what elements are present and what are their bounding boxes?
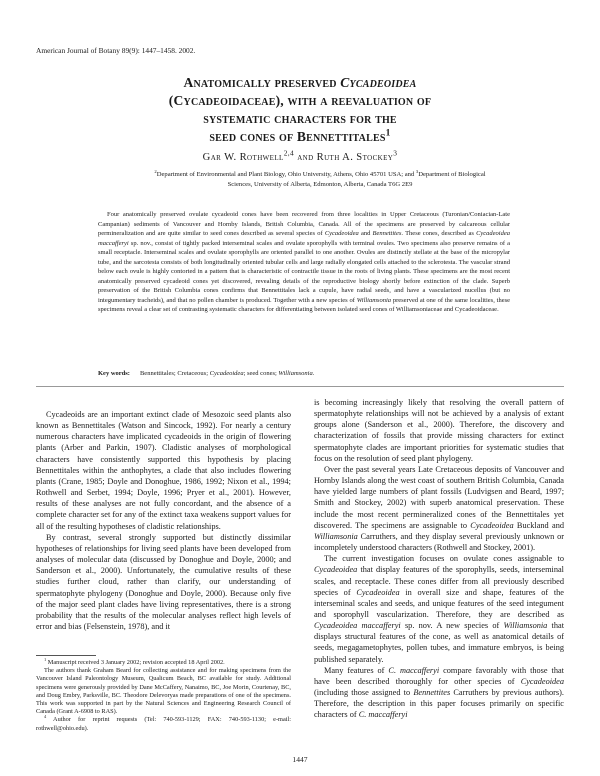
body-column-right	[314, 397, 564, 721]
body-paragraph: Cycadeoids are an important extinct clade of Mesozoic seed plants also known as Bennettitales (Watson and Sincock, 1992). For nearly a century numerous characters have implicated cycadeoids in the origin of flowering plants (Arber and Parkin, 1907). Cladistic analyses of morphological characters have consistently supported this hypothesis by placing Bennettitales within the anthophytes, a clade that also includes flowering plants (Crane, 1985; Doyle and Donoghue, 1986, 1992; Nixon et al., 1994; Rothwell and Serbet, 1994; Doyle, 1996; Pryer et al., 2001). However, results of these analyses are not fully concordant, and the absence of a complete character set for any of the extinct taxa weakens support values for all of the resulting hypotheses of cladistic relationships.	[36, 410, 291, 531]
footnote: $^4$ Author for reprint requests (Tel: 740-593-1129; FAX: 740-593-1130; e-mail: rothwell@ohio.edu).	[36, 714, 291, 732]
journal-citation: American Journal of Botany 89(9): 1447–1458. 2002.	[36, 46, 196, 55]
keywords: Key words: Bennettitales; Cretaceous; Cycadeoidea; seed cones; Williamsonia.	[98, 370, 315, 377]
footnotes	[36, 656, 291, 733]
body-paragraph: is becoming increasingly likely that resolving the overall pattern of spermatophyte relationships will not be achieved by a analysis of extant groups alone (Sanderson et al., 2000). Therefore, the discovery and characterization of fossils that provide missing characters for extinct spermatophyte clades are important priorities for systematic studies that focus on the resolution of seed plant phylogeny.	[314, 398, 564, 463]
page-number: 1447	[292, 755, 308, 764]
affiliations: $^2$Department of Environmental and Plant Biology, Ohio University, Athens, Ohio 45701 USA; and $^3$Department of Biological Sciences, University of Alberta, Edmonton, Alberta, Canada T6G 2E9	[154, 168, 486, 188]
author-list: Gar W. Rothwell$^{2,4}$ and Ruth A. Stockey$^3$	[202, 148, 398, 163]
author-2: Ruth A. Stockey	[316, 152, 394, 163]
title-line-1: Anatomically preserved Cycadeoidea	[183, 75, 417, 90]
body-paragraph: The current investigation focuses on ovulate cones assignable to Cycadeoidea that display features of the sporophylls, seeds, interseminal scales, and receptacle. These cones differ from all previously described species of Cycadeoidea in overall size and shape, features of the interseminal scales and seeds, and unique features of the seed integument and sporophyll vascularization. Therefore, they are described as Cycadeoidea maccafferyi sp. nov. A new species of Williamsonia that displays structural features of the cone, as well as anatomical details of seeds, megagametophytes, pollen tubes, and immature embryos, is being published separately.	[314, 554, 564, 664]
keywords-label: Key words:	[98, 370, 130, 377]
body-paragraph: Many features of C. maccafferyi compare favorably with those that have been described thoroughly for other species of Cycadeoidea (including those assigned to Bennettites Carruthers by previous authors). Therefore, the description in this paper focuses primarily on specific characters of C. maccafferyi	[314, 665, 564, 720]
title-line-2: (Cycadeoidaceae), with a reevaluation of	[168, 93, 432, 108]
abstract: Four anatomically preserved ovulate cycadeoid cones have been recovered from three localities in Upper Cretaceous (Turonian/Coniacian-Late Campanian) sediments of Vancouver and Hornby Islands, British Columbia, Canada. All of the specimens are preserved by calcareous cellular permineralization and are quite similar to seed cones described as several species of Cycadeoidea and Bennettites. These cones, described as Cycadeoidea maccafferyi sp. nov., consist of tightly packed interseminal scales and ovulate sporophylls with terminal ovules. Two specimens also preserve remains of a small receptacle. Interseminal scales and ovulate sporophylls are oriented parallel to one another. Ovules are distinctly stellate at the base of the micropylar tube, and the sarcotesta consists of both longitudinally oriented tubular cells and large radially elongated cells attached to the sclerotesta. The vascular strand below each ovule is highly contorted in a pattern that is characteristic of contractile tissue in the roots of living plants. These specimens are the most recent anatomically preserved cycadeoid cones yet discovered, revealing details of the reproductive biology shortly before extinction of the clade. Superb preservation of the British Columbia cones confirms that Bennettitales lack a cupule, have radial seeds, and have a vascularized nucellus (but no integumentary tracheids), and that no pollen chamber is produced. Together with a new species of Williamsonia preserved at one of the same localities, these specimens reveal a clear set of contrasting systematic characters for differentiating between isolated seed cones of Williamsoniaceae and Cycadeoidaceae.	[98, 211, 510, 314]
footnote: The authors thank Graham Beard for collecting assistance and for making specimens from the Vancouver Island Paleontology Museum, Qualicum Beach, BC available for study. Additional specimens were generously provided by Dane McCaffery, Nanaimo, BC, Joe Morin, Courtenay, BC, and Doug Embry, Parksville, BC. Theodore Delevoryas made preparations of one of the specimens. This work was supported in part by the Natural Sciences and Engineering Research Council of Canada (Grant A-6908 to RAS).	[36, 667, 291, 716]
title-line-4: seed cones of Bennettitales$^1$	[209, 128, 391, 144]
article-title	[60, 74, 540, 146]
body-column-left	[36, 409, 291, 632]
footnote-divider	[36, 655, 96, 656]
author-1: Gar W. Rothwell	[202, 152, 284, 163]
section-divider	[36, 386, 564, 387]
body-paragraph: Over the past several years Late Cretaceous deposits of Vancouver and Hornby Islands along the west coast of southern British Columbia, Canada have yielded large numbers of plant fossils (Ludvigsen and Beard, 1997; Smith and Stockey, 2002) with superb anatomical preservation. These include the most recent permineralized cones of the Bennettitales yet discovered. The specimens are assignable to Cycadeoidea Buckland and Williamsonia Carruthers, and they display several previously unknown or incompletely understood characters (Rothwell and Stockey, 2001).	[314, 464, 564, 553]
title-line-3: systematic characters for the	[203, 111, 397, 126]
footnote: $^1$ Manuscript received 3 January 2002; revision accepted 18 April 2002.	[44, 656, 225, 666]
body-paragraph: By contrast, several strongly supported but distinctly dissimilar hypotheses of relationships for living seed plants have been developed from analyses of molecular data (discussed by Donoghue and Doyle, 2000; and Sanderson et al., 2000). Unfortunately, the cumulative results of these studies further cloud, rather than clarify, our understanding of spermatophyte phylogeny (Donoghue and Doyle, 2000). Because only five of the major seed plant clades have living representatives, there is a strong probability that the results of the molecular analyses reflect high levels of error and bias (Felsenstein, 1978), and it	[36, 532, 291, 631]
